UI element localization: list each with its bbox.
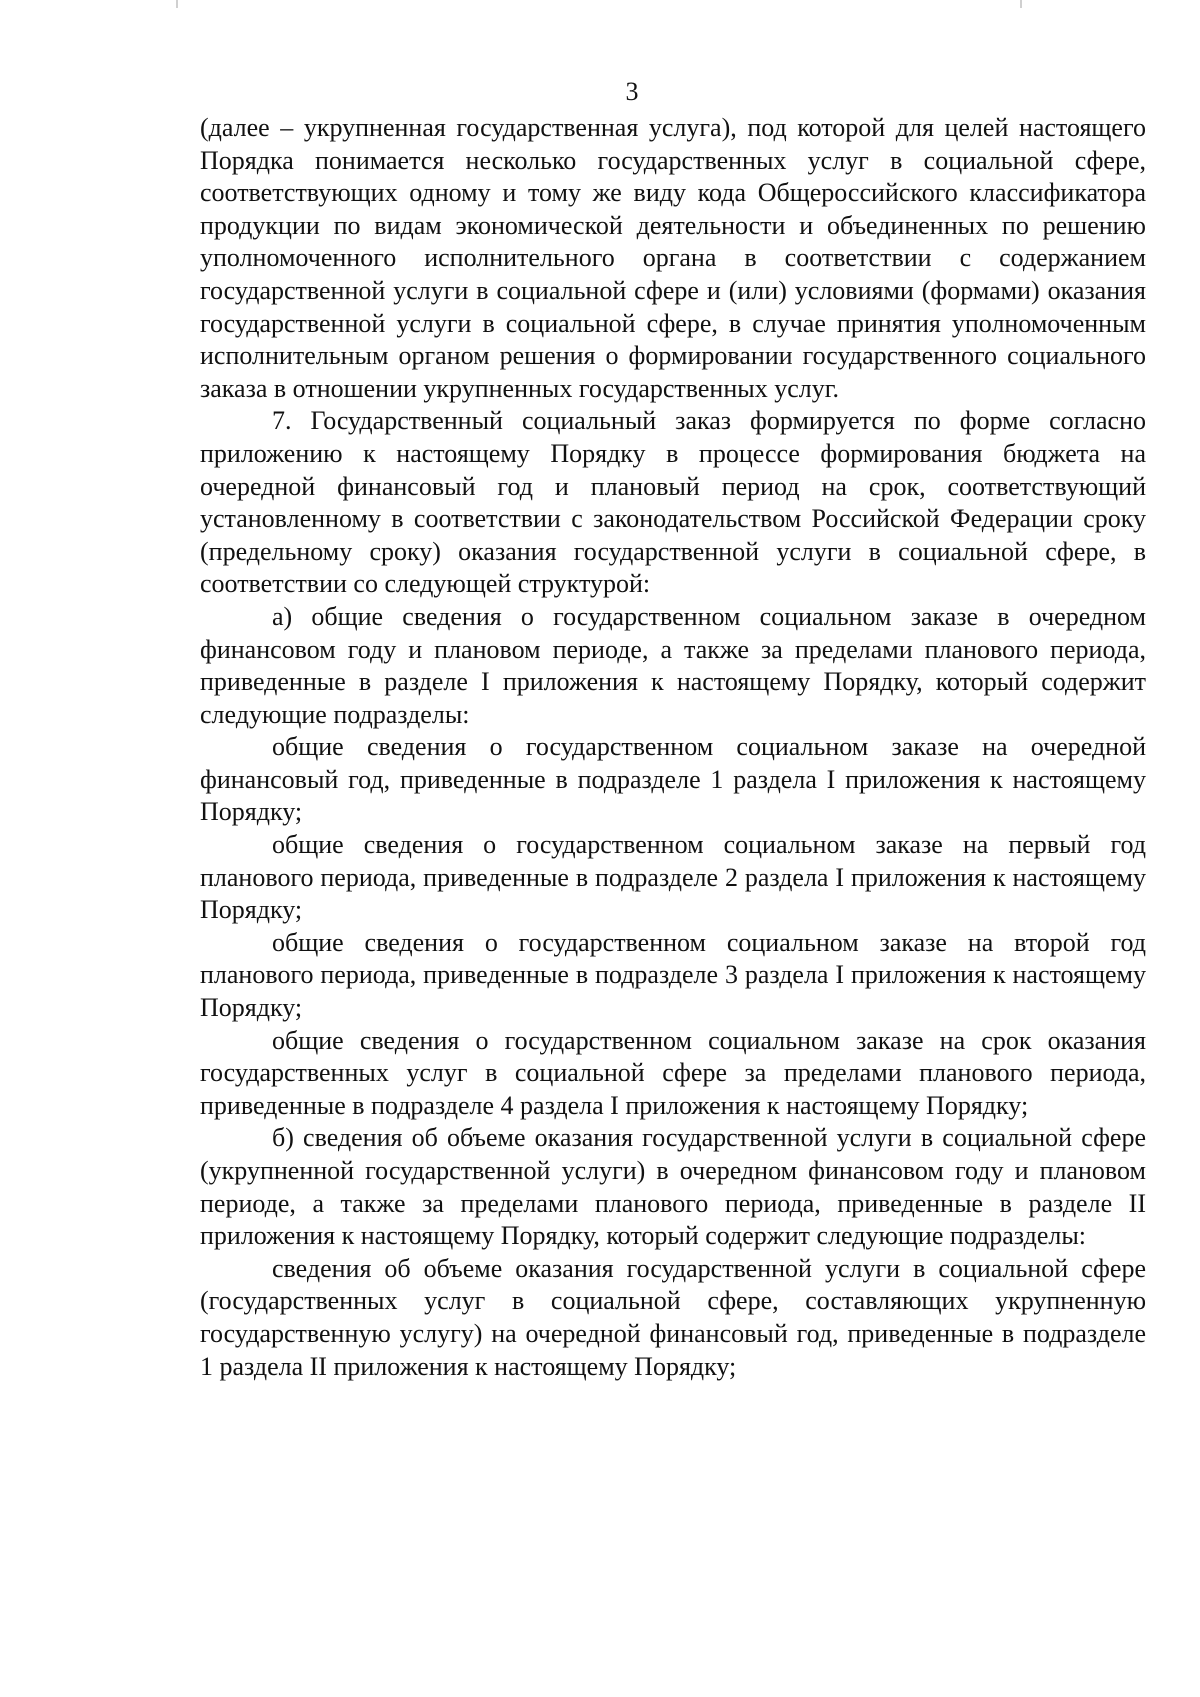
- paragraph: 7. Государственный социальный заказ формируется по форме согласно приложению к настоящему Порядку в процессе формирования бюджета на очередной финансовый год и плановый период на срок, соответствующий установленному в соответствии с законодательством Российской Федерации сроку (предельному сроку) оказания государственной услуги в социальной сфере, в соответствии со следующей структурой:: [200, 406, 1146, 599]
- scan-edge-mark: [1020, 0, 1022, 8]
- paragraph: общие сведения о государственном социальном заказе на первый год планового периода, приведенные в подразделе 2 раздела I приложения к настоящему Порядку;: [200, 830, 1146, 925]
- paragraph: (далее – укрупненная государственная услуга), под которой для целей настоящего Порядка понимается несколько государственных услуг в социальной сфере, соответствующих одному и тому же виду кода Общероссийского классификатора продукции по видам экономической деятельности и объединенных по решению уполномоченного исполнительного органа в соответствии с содержанием государственной услуги в социальной сфере и (или) условиями (формами) оказания государственной услуги в социальной сфере, в случае принятия уполномоченным исполнительным органом решения о формировании государственного социального заказа в отношении укрупненных государственных услуг.: [200, 113, 1146, 403]
- paragraph: а) общие сведения о государственном социальном заказе в очередном финансовом году и плановом периоде, а также за пределами планового периода, приведенные в разделе I приложения к настоящему Порядку, который содержит следующие подразделы:: [200, 601, 1146, 729]
- page-number: 3: [625, 77, 639, 106]
- paragraph: общие сведения о государственном социальном заказе на срок оказания государственных услуг в социальной сфере за пределами планового периода, приведенные в подразделе 4 раздела I приложения к настоящему Порядку;: [200, 1025, 1146, 1120]
- document-body: [200, 112, 1146, 1383]
- paragraph: сведения об объеме оказания государственной услуги в социальной сфере (государственных услуг в социальной сфере, составляющих укрупненную государственную услугу) на очередной финансовый год, приведенные в подразделе 1 раздела II приложения к настоящему Порядку;: [200, 1253, 1146, 1381]
- paragraph: общие сведения о государственном социальном заказе на второй год планового периода, приведенные в подразделе 3 раздела I приложения к настоящему Порядку;: [200, 927, 1146, 1023]
- paragraph: б) сведения об объеме оказания государственной услуги в социальной сфере (укрупненной государственной услуги) в очередном финансовом году и плановом периоде, а также за пределами планового периода, приведенные в разделе II приложения к настоящему Порядку, который содержит следующие подразделы:: [200, 1123, 1146, 1251]
- paragraph: общие сведения о государственном социальном заказе на очередной финансовый год, приведенные в подразделе 1 раздела I приложения к настоящему Порядку;: [200, 732, 1146, 827]
- scan-edge-mark: [176, 0, 178, 8]
